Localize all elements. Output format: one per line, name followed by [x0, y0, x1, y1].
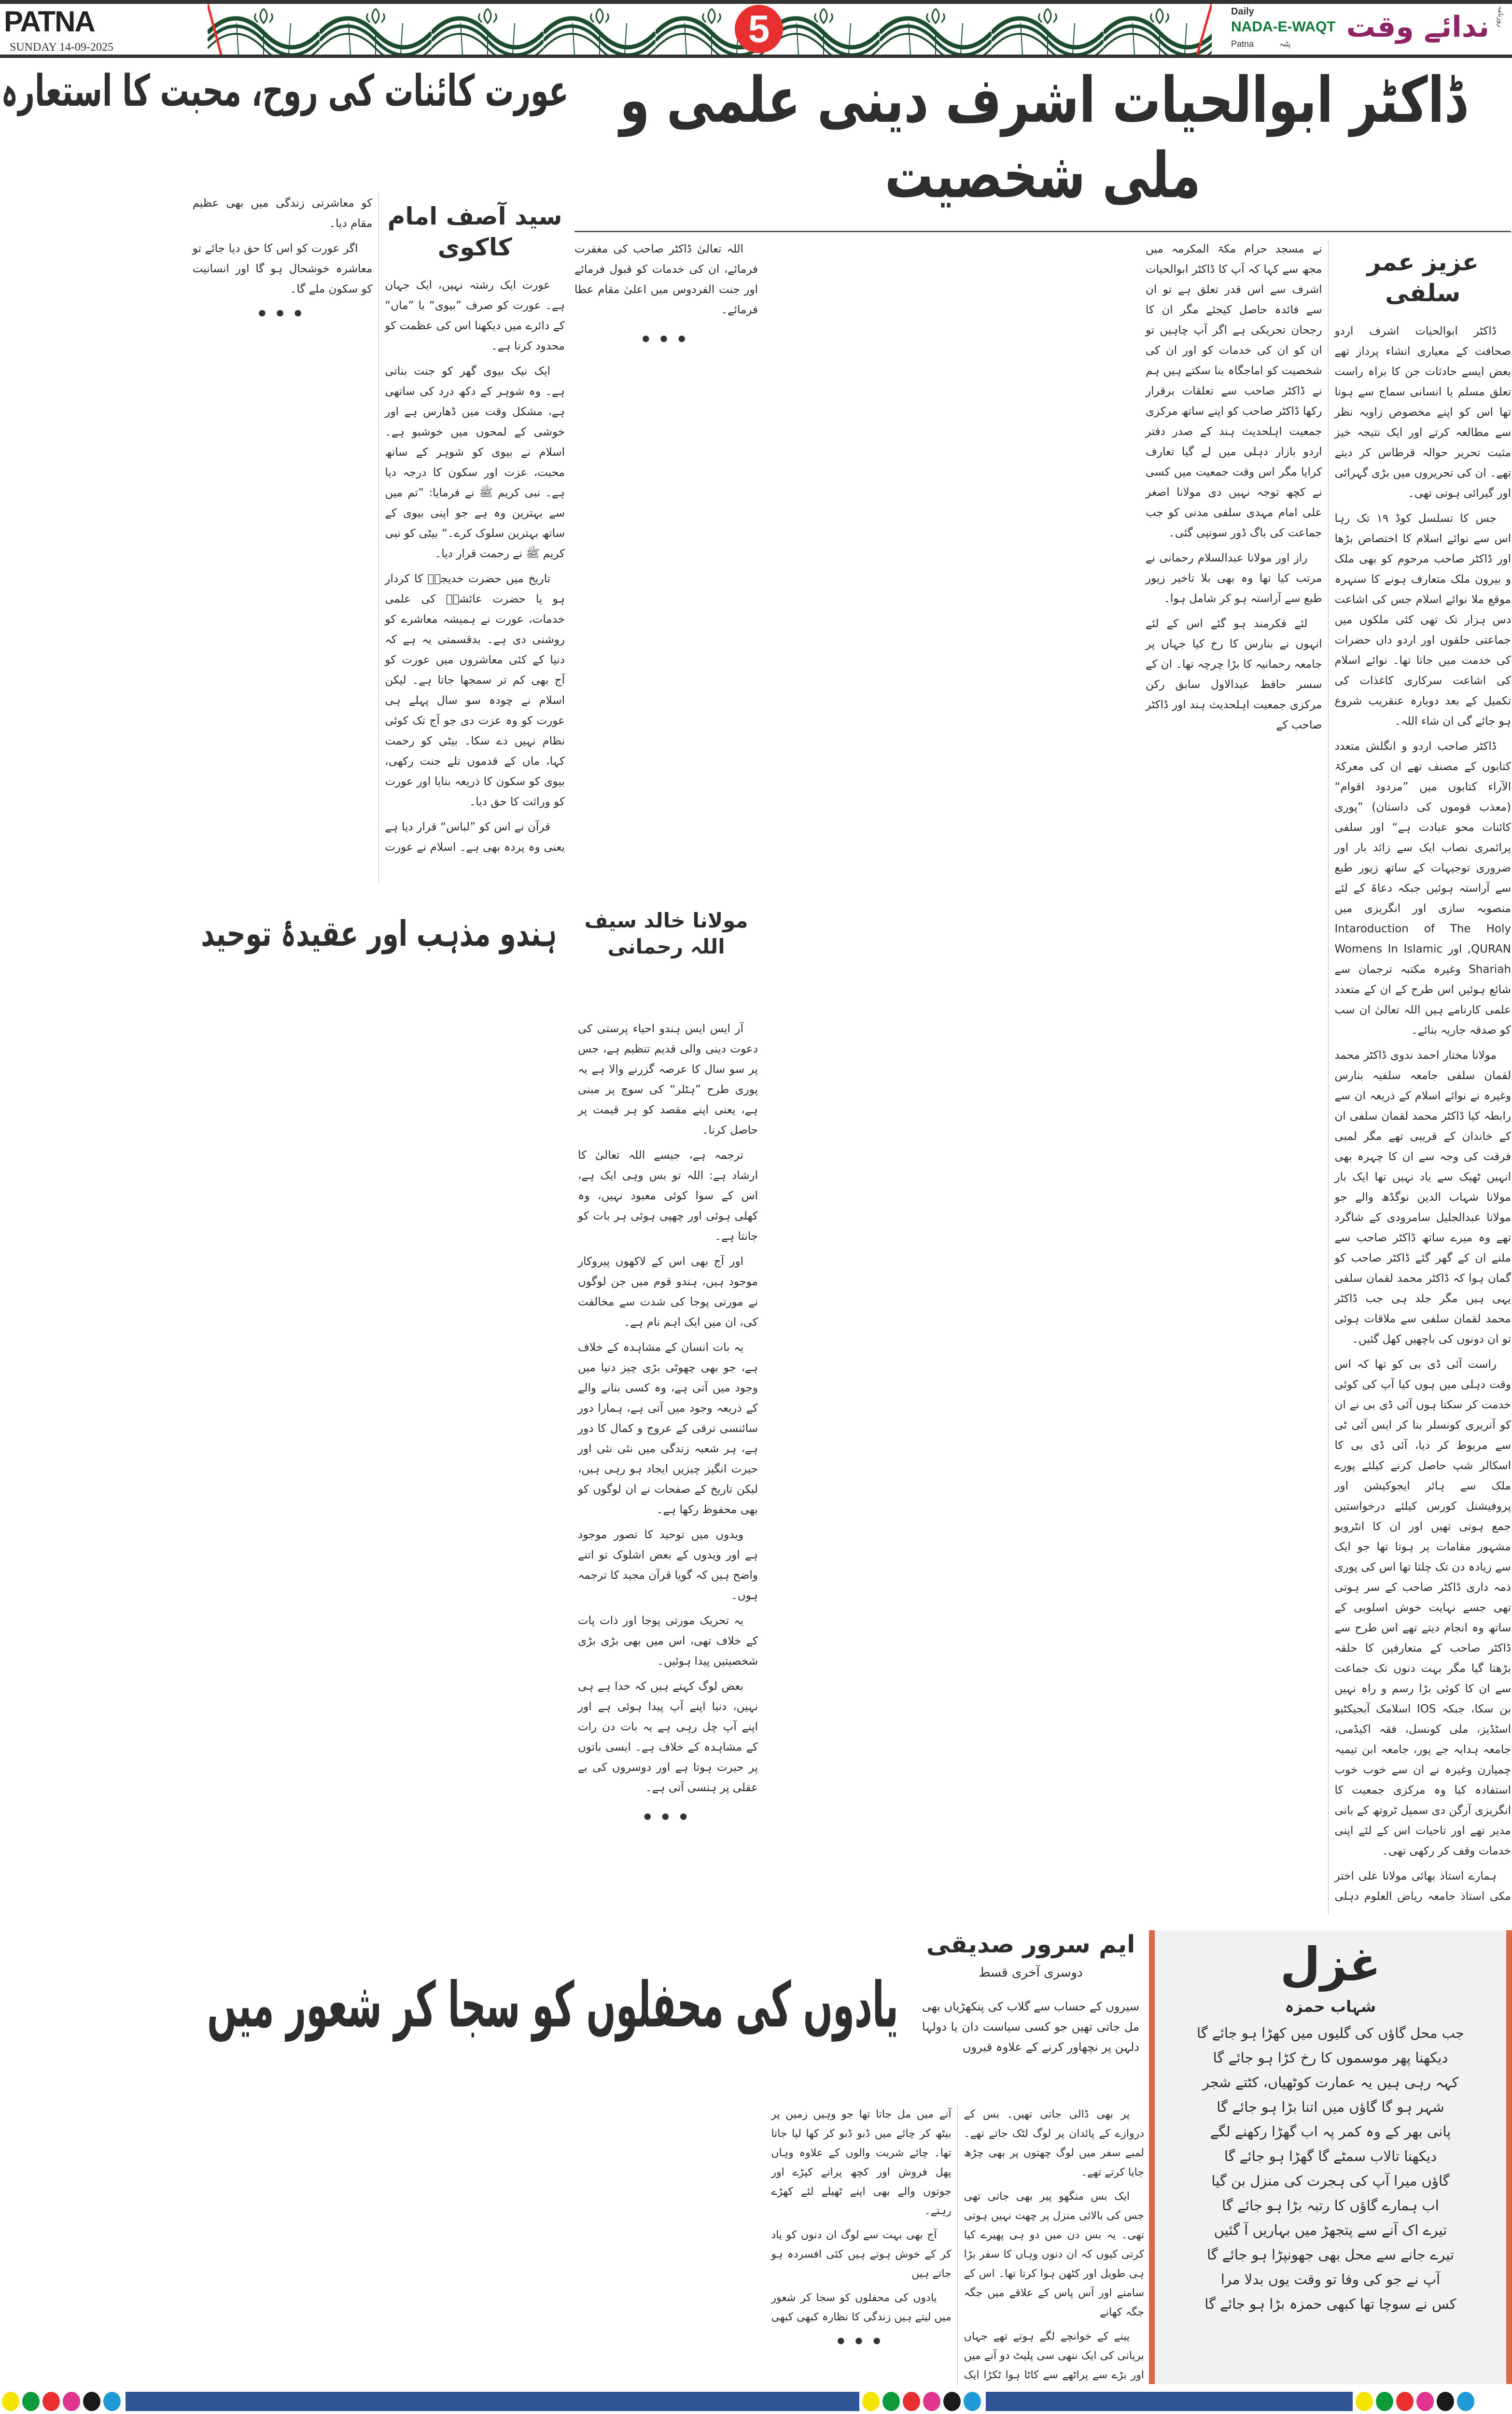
- logo-daily: Daily: [1231, 6, 1254, 17]
- bottom-article-author: ایم سرور صدیقی: [926, 1930, 1135, 1958]
- article-paragraph: آج بھی بہت سے لوگ ان دنوں کو یاد کر کے خوش ہوتے ہیں کئی افسردہ ہو جاتے ہیں: [771, 2229, 952, 2280]
- registration-dot: [903, 2392, 920, 2411]
- main-article-continuation: [574, 239, 758, 886]
- registration-dot: [862, 2392, 880, 2411]
- registration-dot: [1376, 2392, 1393, 2411]
- edition-city: PATNA: [4, 5, 95, 38]
- logo-name-urdu: ندائے وقت: [1346, 10, 1489, 44]
- logo-city-urdu: پٹنہ: [1279, 39, 1291, 48]
- main-article-headline: ڈاکٹر ابوالحیات اشرف دینی علمی و ملی شخصیت: [619, 63, 1466, 212]
- newspaper-logo: [1221, 4, 1511, 55]
- article-paragraph: پینے کے خوانچے لگے ہوتے تھے جہاں بریانی کی ایک ننھی سی پلیٹ دو آنے میں اور بڑے سے پراٹھے سے کاٹا ہوا ٹکڑا ایک آنے میں مل جاتا تھا جو وہیں زمین پر بیٹھ کر چائے میں ڈبو ڈبو کر کھا لیا جاتا تھا۔ چائے شربت والوں کے علاوہ وہاں پھل فروش اور کچھ پرانے کپڑے اور جوتوں والے بھی اپنے ٹھیلے لئے کھڑے رہتے۔: [771, 2108, 1144, 2381]
- logo-city-english: Patna: [1231, 39, 1254, 49]
- article-paragraph: راست آئی ڈی بی کو تھا کہ اس وقت دہلی میں ہوں کیا آپ کی کوئی خدمت کر سکتا ہوں آئی ڈی بی نے ان کو آنریری کونسلر بنا کر ایس آئی ٹی سے مربوط کر دیا، آئی ڈی بی کا اسکالر شپ حاصل کرنے کیلئے پورے ملک سے ہائر ایجوکیشن اور پروفیشنل کورس کیلئے درخواستیں جمع ہوتی تھیں اور ان کا انٹرویو مشہور مقامات پر ہوتا تھا جو ایک سے زیادہ دن تک چلتا تھا اس کی پوری ذمہ داری ڈاکٹر صاحب کے سر ہوتی تھی جسے نہایت خوش اسلوبی کے ساتھ وہ انجام دیتے تھے اس طرح سے ڈاکٹر صاحب کے متعارفین کا حلقہ بڑھتا گیا مگر بہت دنوں تک جماعت سے ان کا کوئی بڑا رسم و راہ نہیں بن سکا، جبکہ IOS اسلامک آبجیکٹیو اسٹڈیز، ملی کونسل، فقہ اکیڈمی، جامعہ ہدایہ جے پور، جامعہ ابن تیمیہ چمپارن وغیرہ نے ان سے خوب خوب استفادہ کیا وہ مرکزی جمعیت کا انگریزی آرگن دی سمپل ٹروتھ کے بانی مدیر تھے اور تاحیات اس کے لئے اپنی خدمات وقف کر رکھی تھی۔: [1334, 1358, 1511, 1857]
- logo-roznama: روزنامہ: [1497, 6, 1504, 28]
- article-paragraph: بعض لوگ کہتے ہیں کہ خدا ہے ہی نہیں، دنیا اپنے آپ پیدا ہوئی ہے اور اپنے آپ چل رہی ہے یہ بات دن رات کے مشاہدہ کے خلاف ہے۔ ایسی باتوں پر حیرت ہوتا ہے اور دوسروں کی بے عقلی پر ہنسی آتی ہے۔: [578, 1680, 758, 1794]
- ghazal-verse: گاؤں میرا آپ کی ہجرت کی منزل بن گیا: [1211, 2173, 1450, 2189]
- hindu-article-author: مولانا خالد سیف اللہ رحمانی: [584, 909, 748, 958]
- end-mark: •••: [255, 301, 309, 327]
- main-article-author: عزیز عمر سلفی: [1367, 248, 1479, 307]
- registration-dot: [103, 2392, 121, 2411]
- article-paragraph: آر ایس ایس ہندو احیاء پرستی کی دعوت دینی والی قدیم تنظیم ہے، جس پر سو سال کا عرصہ گزرنے والا ہے یہ پوری طرح ”ہٹلر“ کی سوچ پر مبنی ہے، یعنی اپنے مقصد کو ہر قیمت پر حاصل کرنا۔: [578, 1023, 758, 1137]
- end-mark: •••: [641, 1804, 695, 1830]
- article-paragraph: جس کا تسلسل کوڈ ۱۹ تک رہا اس سے نوائے اسلام کا اختصاص بڑھا اور ڈاکٹر صاحب مرحوم کو بھی ملک و بیرون ملک متعارف ہونے کا سنہرہ موقع ملا نوائے اسلام جس کی اشاعت دس ہزار تک تھی کئی ملکوں میں جماعتی حلقوں اور اردو داں حضرات کی خدمت میں جاتا تھا۔ نوائے اسلام کی اشاعت سرکاری کاغذات کی تکمیل کے بعد دوبارہ عنقریب شروع ہو جائے گی ان شاء اللہ۔: [1334, 512, 1511, 728]
- article-paragraph: ویدوں میں توحید کا تصور موجود ہے اور ویدوں کے بعض اشلوک تو اتنے واضح ہیں کہ گویا قرآن مجید کا ترجمہ ہوں۔: [578, 1529, 758, 1602]
- end-mark: •••: [639, 326, 693, 352]
- ghazal-verses: [1155, 2021, 1506, 2316]
- women-article-author: سید آصف امام کاکوی: [387, 202, 562, 261]
- registration-dot: [83, 2392, 100, 2411]
- ghazal-poet: شہاب حمزہ: [1285, 1997, 1376, 2016]
- ghazal-verse: اب ہمارے گاؤں کا رتبہ بڑا ہو جائے گا: [1222, 2197, 1439, 2214]
- registration-dot: [923, 2392, 940, 2411]
- registration-dot: [42, 2392, 60, 2411]
- edition-date: SUNDAY 14-09-2025: [10, 41, 113, 54]
- registration-dot: [1356, 2392, 1373, 2411]
- bottom-article-body: [0, 2105, 1144, 2385]
- article-paragraph: ہمارے استاذ بھائی مولانا علی اختر مکی استاذ جامعہ ریاض العلوم دہلی نے مسجد حرام مکۃ المکرمہ میں مجھ سے کہا کہ آپ کا ڈاکٹر ابوالحیات اشرف سے اس قدر تعلق ہے تو ان سے فائدہ حاصل کیجئے مگر ان کا رجحان تحریکی ہے اگر آپ چاہیں تو ان کو ان کی خدمات کو اور ان کی شخصیت کو اماجگاہ بنا سکتے ہیں ہم نے ڈاکٹر صاحب سے تعلقات برقرار رکھا ڈاکٹر صاحب کو اپنے ساتھ مرکزی جمعیت اہلحدیث ہند کے صدر دفتر اردو بازار دہلی میں لے گیا تعارف کرایا مگر اس وقت جمعیت میں کسی نے کچھ توجہ نہیں دی مولانا اصغر علی امام مہدی سلفی مدنی کو جب جماعت کی باگ ڈور سونپی گئی۔: [1146, 243, 1511, 1903]
- article-paragraph: مولانا مختار احمد ندوی ڈاکٹر محمد لقمان سلفی جامعہ سلفیہ بنارس وغیرہ نے نوائے اسلام کے ذریعہ ان سے رابطہ کیا ڈاکٹر محمد لقمان سلفی ان کے خاندان کے قریبی تھے مگر لمبی فرقت کی وجہ سے ان کا چہرہ بھی انہیں ٹھیک سے یاد نہیں تھا ایک بار مولانا شہاب الدین نوگڈھ والے جو مولانا عبدالجلیل سامرودی کے شاگرد تھے وہ میرے ساتھ ڈاکٹر صاحب سے ملنے ان کے گھر گئے ڈاکٹر صاحب کو گمان ہوا کہ ڈاکٹر محمد لقمان سلفی یہی ہیں مگر جلد ہی جب ڈاکٹر محمد لقمان سلفی سے ملاقات ہوئی تو ان دونوں کی باچھیں کھل گئیں۔: [1334, 1049, 1511, 1346]
- women-article-headline: عورت کائنات کی روح، محبت کا استعارہ: [1, 66, 569, 117]
- article-paragraph: ڈاکٹر صاحب اردو و انگلش متعدد کتابوں کے مصنف تھے ان کی معرکۃ الآراء کتابوں میں ”مردود اقوام“ (معذب قوموں کی داستان) ”پوری کائنات محو عبادت ہے“ اور سلفی پرائمری نصاب ایک سے زائد بار اور ضروری توجیہات کے ساتھ زیور طبع سے آراستہ ہوئیں جبکہ دعاۃ کے لئے منصوبہ سازی اور انگریزی میں Intaroduction of The Holy QURAN, اور Womens In Islamic Shariah وغیرہ مکتبہ ترجمان سے شائع ہوئیں اس طرح کے ان کے متعدد علمی کارنامے ہیں اللہ تعالیٰ ان سب کو صدقہ جاریہ بنائے۔: [1334, 740, 1511, 1037]
- article-paragraph: عورت ایک رشتہ نہیں، ایک جہان ہے۔ عورت کو صرف ”بیوی“ یا ”ماں“ کے دائرے میں دیکھنا اس کی عظمت کو محدود کرنا ہے۔: [385, 279, 565, 352]
- article-paragraph: ایک نیک بیوی گھر کو جنت بناتی ہے۔ وہ شوہر کے دکھ درد کی ساتھی ہے، مشکل وقت میں ڈھارس ہے اور خوشی کے لمحوں میں خوشبو ہے۔ اسلام نے بیوی کو شوہر کے ساتھ محبت، عزت اور سکون کا درجہ دیا ہے۔ نبی کریم ﷺ نے فرمایا: ”تم میں سے بہترین وہ ہے جو اپنی بیوی کے ساتھ بہترین سلوک کرے۔“ بیٹی کو نبی کریم ﷺ نے رحمت قرار دیا۔: [385, 365, 565, 560]
- article-paragraph: ترجمہ ہے، جیسے اللہ تعالیٰ کا ارشاد ہے: اللہ تو بس وہی ایک ہے، اس کے سوا کوئی معبود نہیں، وہ کھلی ہوئی اور چھپی ہوئی ہر بات کو جانتا ہے۔: [578, 1149, 758, 1243]
- registration-marks-strip: [0, 2389, 1512, 2414]
- ghazal-verse: شہر ہو گا گاؤں میں اتنا بڑا ہو جائے گا: [1217, 2099, 1444, 2115]
- registration-dot: [22, 2392, 40, 2411]
- article-paragraph: اگر عورت کو اس کا حق دیا جائے تو معاشرہ خوشحال ہو گا اور انسانیت کو سکون ملے گا۔: [192, 242, 373, 295]
- ghazal-verse: دیکھنا پھر موسموں کا رخ کڑا ہو جائے گا: [1213, 2049, 1448, 2066]
- ghazal-verse: تیرے جانے سے محل بھی جھونپڑا ہو جائے گا: [1206, 2246, 1455, 2263]
- bottom-article-intro: سیروں کے حساب سے گلاب کی پنکھڑیاں بھی مل جاتی تھیں جو کسی سیاست دان یا دولہا دلہن پر نچھاور کرنے کے علاوہ قبروں: [922, 2000, 1139, 2054]
- article-paragraph: یہ بات انسان کے مشاہدہ کے خلاف ہے، جو بھی چھوٹی بڑی چیز دنیا میں وجود میں آتی ہے، وہ کسی بنانے والے کے ذریعہ وجود میں آتی ہے، ہمارا دور سائنسی ترقی کے عروج و کمال کا دور ہے، ہر شعبہ زندگی میں نئی نئی اور حیرت انگیز چیزیں ایجاد ہو رہی ہیں، لیکن تاریخ کے صفحات نے ان لوگوں کو بھی محفوظ رکھا ہے۔: [578, 1341, 758, 1516]
- main-article-body: [768, 239, 1511, 1914]
- registration-bar: [986, 2392, 1353, 2411]
- article-paragraph: اور آج بھی اس کے لاکھوں پیروکار موجود ہیں، ہندو قوم میں جن لوگوں نے مورتی پوجا کی شدت سے مخالفت کی، ان میں ایک اہم نام ہے۔: [578, 1255, 758, 1329]
- registration-bar: [126, 2392, 859, 2411]
- registration-dot: [1396, 2392, 1414, 2411]
- ghazal-verse: دیکھنا تالاب سمٹے گا گھڑا ہو جائے گا: [1224, 2148, 1437, 2164]
- hindu-article-headline: ہندو مذہب اور عقیدۂ توحید: [201, 913, 557, 954]
- article-paragraph: راز اور مولانا عبدالسلام رحمانی نے مرتب کیا تھا وہ بھی بلا تاخیر زیور طبع سے آراستہ ہو کر شامل ہوا۔: [1146, 552, 1322, 605]
- article-paragraph: قرآن نے اس کو ”لباس“ قرار دیا ہے یعنی وہ پردہ بھی ہے۔ اسلام نے عورت کو معاشرتی زندگی میں بھی عظیم مقام دیا۔: [192, 197, 565, 854]
- article-paragraph: یادوں کی محفلوں کو سجا کر شعور میں لیتے ہیں زندگی کا نظارہ کبھی کبھی: [771, 2292, 952, 2323]
- ghazal-verse: جب محل گاؤں کی گلیوں میں کھڑا ہو جائے گا: [1197, 2025, 1464, 2041]
- ghazal-verse: کس نے سوچا تھا کبھی حمزہ بڑا ہو جائے گا: [1204, 2296, 1456, 2312]
- article-paragraph: لئے فکرمند ہو گئے اس کے لئے انہوں نے بنارس کا رخ کیا جہاں پر جامعہ رحمانیہ کا بڑا چرچہ تھا۔ ان کے سسر حافظ عبدالاول سابق رکن مرکزی جمعیت اہلحدیث ہند اور ڈاکٹر صاحب کے: [1146, 618, 1322, 731]
- ghazal-box: [1149, 1930, 1512, 2384]
- registration-dot: [63, 2392, 80, 2411]
- end-mark: •••: [834, 2329, 888, 2355]
- ghazal-verse: پانی بھر کے وہ کمر پہ اب گھڑا رکھنے لگے: [1210, 2123, 1451, 2140]
- ornamental-band: [208, 4, 1212, 55]
- page-number-badge: 5: [735, 5, 783, 53]
- article-paragraph: پر بھی ڈالی جاتی تھیں۔ بس کے دروازے کے پائدان پر لوگ لٹک جاتے تھے۔ لمبے سفر میں لوگ چھتوں پر بھی چڑھ جایا کرتے تھے۔: [964, 2108, 1144, 2178]
- bottom-article-headline: یادوں کی محفلوں کو سجا کر شعور میں: [207, 1968, 898, 2041]
- registration-dot: [1416, 2392, 1434, 2411]
- article-paragraph: یہ تحریک مورتی پوجا اور ذات پات کے خلاف تھی، اس میں بھی بڑی بڑی شخصیتیں پیدا ہوئیں۔: [578, 1614, 758, 1668]
- bottom-article-subtitle: دوسری آخری قسط: [979, 1965, 1083, 1980]
- registration-dot: [943, 2392, 961, 2411]
- ghazal-title: غزل: [1280, 1937, 1381, 1992]
- registration-dot: [1457, 2392, 1474, 2411]
- registration-dot: [2, 2392, 19, 2411]
- registration-dot: [964, 2392, 981, 2411]
- registration-dot: [882, 2392, 900, 2411]
- ghazal-verse: آپ نے جو کی وفا تو وقت یوں بدلا مرا: [1220, 2271, 1441, 2288]
- ghazal-verse: تیرے اک آنے سے پتجھڑ میں بہاریں آ گئیں: [1214, 2222, 1447, 2238]
- logo-name-english: NADA-E-WAQT: [1231, 19, 1336, 35]
- registration-dot: [1437, 2392, 1454, 2411]
- article-paragraph: ڈاکٹر ابوالحیات اشرف اردو صحافت کے معیاری انشاء پرداز تھے بعض ایسے حادثات جن کا براہ راست تعلق مسلم یا انسانی سماج سے ہوتا تھا اس کو اپنے مخصوص زاویہ نظر سے مطالعہ کرتے اور ایک نتیجہ خیز مثبت تحریر حوالہ قرطاس کر دیتے تھے۔ ان کی تحریروں میں بڑی گہرائی اور گیرائی ہوتی تھی۔: [1334, 325, 1511, 500]
- bottom-article-byline: [917, 1929, 1144, 1981]
- article-paragraph: تاریخ میں حضرت خدیجہؓ کا کردار ہو یا حضرت عائشہؓ کی علمی خدمات، عورت نے ہمیشہ معاشرے کو روشنی دی ہے۔ بدقسمتی یہ ہے کہ دنیا کے کئی معاشروں میں عورت کو آج بھی کم تر سمجھا جاتا ہے۔ لیکن اسلام نے چودہ سو سال پہلے ہی عورت کو وہ عزت دی جو آج تک کوئی نظام نہیں دے سکا۔ بیٹی کو رحمت کہا، ماں کے قدموں تلے جنت رکھی، بیوی کو سکون کا ذریعہ بنایا اور عورت کو وراثت کا حق دیا۔: [385, 573, 565, 808]
- headline-divider: [574, 231, 1511, 232]
- article-paragraph: اللہ تعالیٰ ڈاکٹر صاحب کی مغفرت فرمائے، ان کی خدمات کو قبول فرمائے اور جنت الفردوس میں اعلیٰ مقام عطا فرمائے۔: [574, 243, 758, 316]
- hindu-article-body: [0, 1019, 758, 1951]
- women-article-body: [0, 193, 565, 884]
- ghazal-verse: کہہ رہی ہیں یہ عمارت کوٹھیاں، کٹتے شجر: [1202, 2074, 1459, 2091]
- masthead: [0, 0, 1512, 58]
- article-paragraph: ایک بس منگھو پیر بھی جاتی تھی جس کی بالائی منزل پر چھت نہیں ہوتی تھی۔ یہ بس دن میں دو ہی پھیرے کیا کرتی کیوں کہ ان دنوں وہاں کا سفر بڑا ہی طویل اور کٹھن ہوا کرتا تھا۔ اس کے سامنے اور آس پاس کے علاقے میں جگہ جگہ کھانے: [964, 2190, 1144, 2318]
